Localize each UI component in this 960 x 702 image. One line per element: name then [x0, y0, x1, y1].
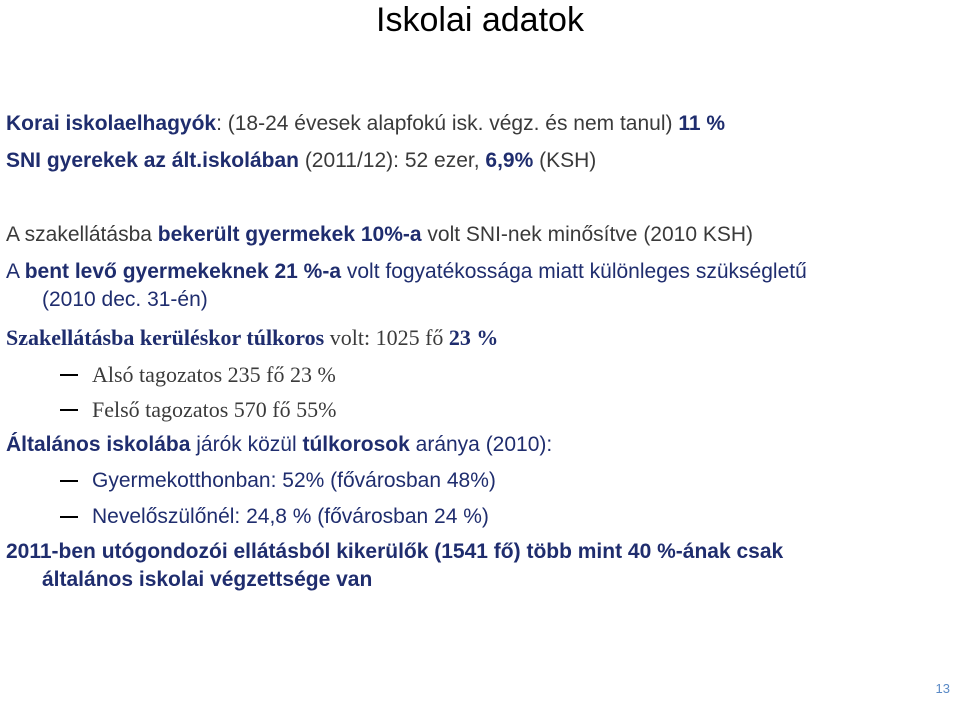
line-sni-children: SNI gyerekek az ált.iskolában (2011/12): 52 ezer, 6,9% (KSH) [6, 149, 597, 172]
dash-bullet [60, 516, 78, 518]
line-disability: A bent levő gyermekeknek 21 %-a volt fogyatékossága miatt különleges szükségletű [6, 260, 807, 283]
slide-title: Iskolai adatok [376, 1, 584, 39]
line-aftercare: 2011-ben utógondozói ellátásból kikerülők (1541 fő) több mint 40 %-ának csak [6, 540, 784, 563]
dash-bullet [60, 480, 78, 482]
page-number: 13 [935, 681, 950, 696]
line-school-overage: Általános iskolába járók közül túlkorosok aránya (2010): [6, 433, 553, 456]
line-care-entry: A szakellátásba bekerült gyermekek 10%-a volt SNI-nek minősítve (2010 KSH) [6, 223, 754, 246]
dash-bullet [60, 409, 78, 411]
dash-bullet [60, 374, 78, 376]
line-aftercare-cont: általános iskolai végzettsége van [42, 568, 373, 591]
line-overage: Szakellátásba kerüléskor túlkoros volt: 1025 fő 23 % [6, 325, 499, 350]
line-early-leavers: Korai iskolaelhagyók: (18-24 évesek alapfokú isk. végz. és nem tanul) 11 % [6, 112, 726, 135]
line-disability-date: (2010 dec. 31-én) [42, 288, 208, 311]
